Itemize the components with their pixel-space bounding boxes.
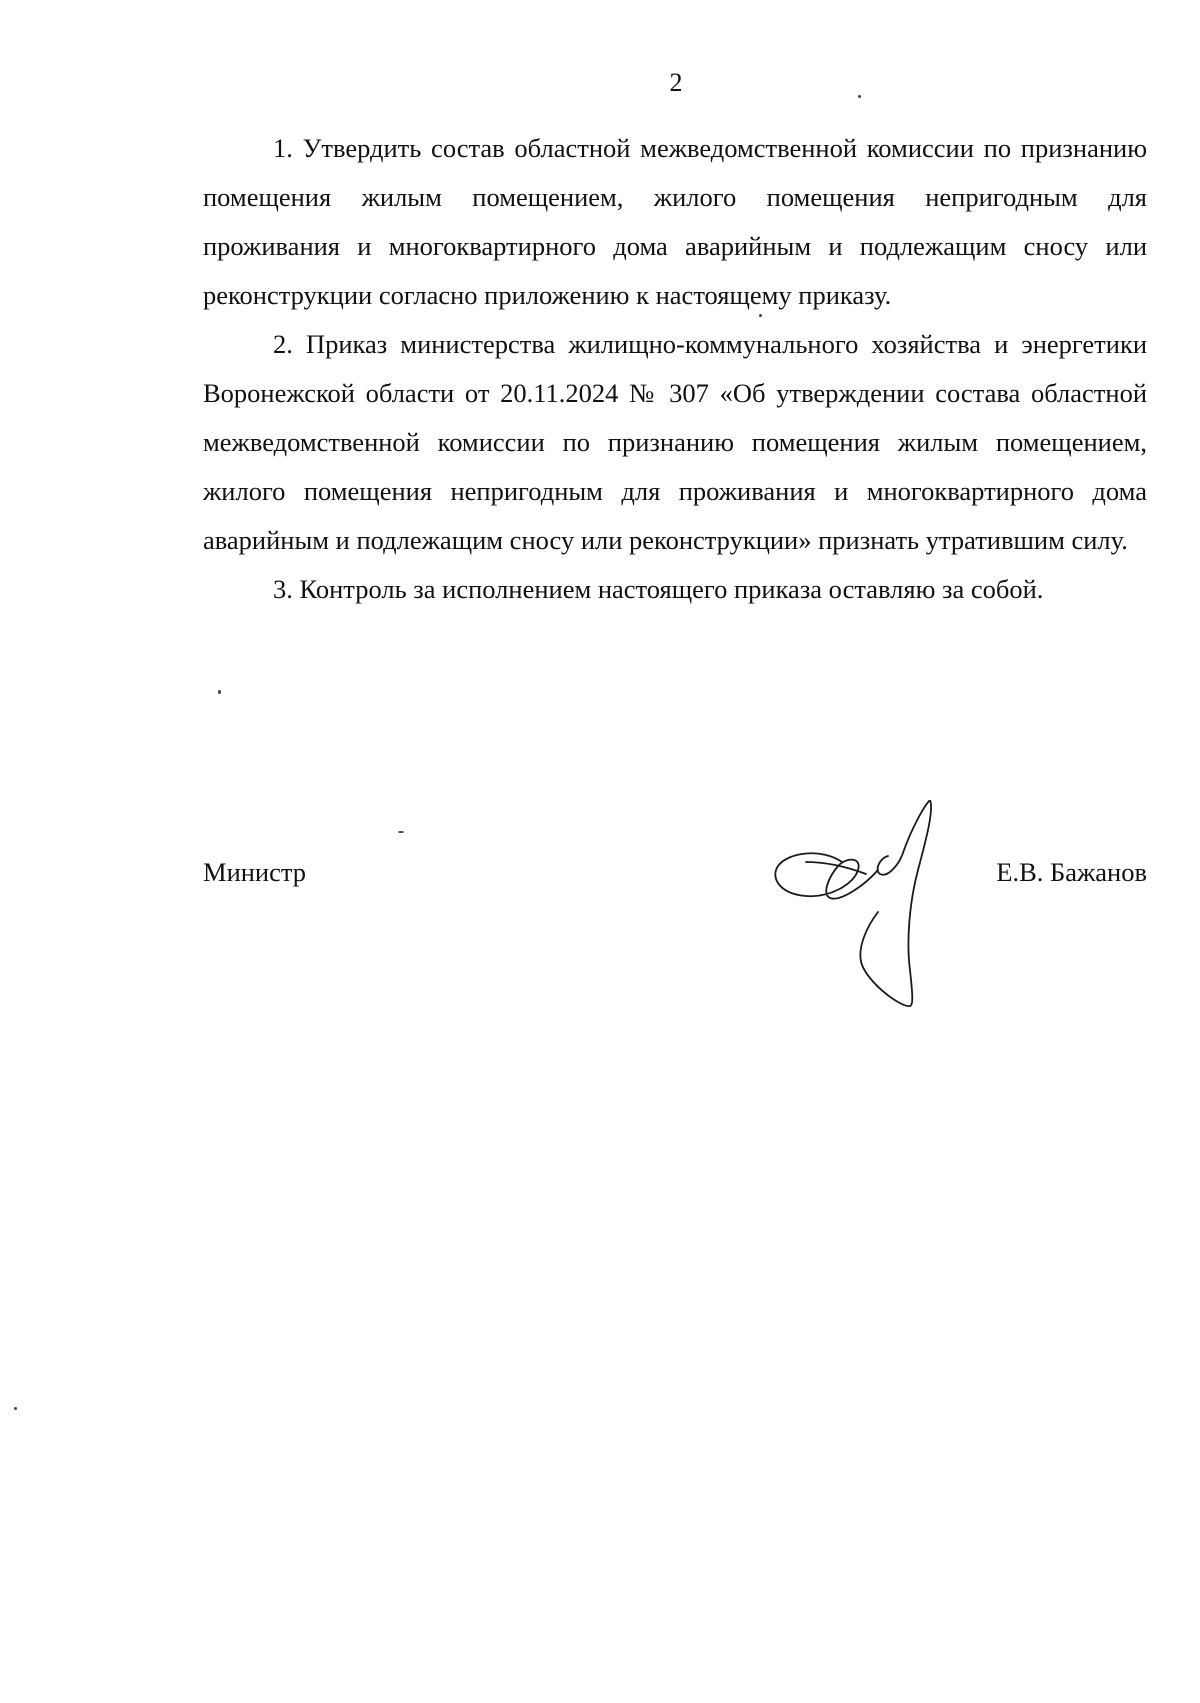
paragraph-3: 3. Контроль за исполнением настоящего приказа оставляю за собой. xyxy=(273,574,1044,604)
signer-name: Е.В. Бажанов xyxy=(996,857,1147,887)
order-body xyxy=(203,124,1147,614)
paragraph-2: 2. Приказ министерства жилищно-коммунального хозяйства и энергетики Воронежской области от 20.11.2024 № 307 «Об утверждении состава областной межведомственной комиссии по признанию помещения жилым помещением, жилого помещения непригодным для проживания и многоквартирного дома аварийным и подлежащим сносу или реконструкции» признать утратившим силу. xyxy=(203,329,1147,555)
scan-speck xyxy=(14,1407,17,1410)
page-number: 2 xyxy=(669,68,683,97)
scan-speck xyxy=(218,690,221,694)
scan-speck xyxy=(398,831,404,833)
scan-speck xyxy=(858,95,861,98)
scan-speck xyxy=(759,314,762,317)
handwritten-signature xyxy=(770,800,950,1010)
paragraph-1: 1. Утвердить состав областной межведомственной комиссии по признанию помещения жилым помещением, жилого помещения непригодным для проживания и многоквартирного дома аварийным и подлежащим сносу или реконструкции согласно приложению к настоящему приказу. xyxy=(203,133,1147,310)
signer-position: Министр xyxy=(203,857,307,887)
signature-block xyxy=(203,852,1147,892)
